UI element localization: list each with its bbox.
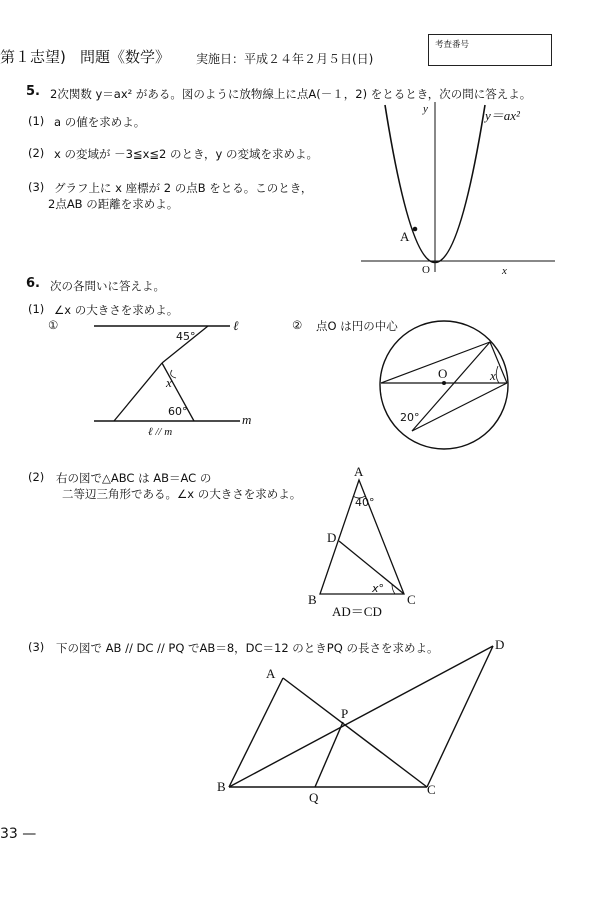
angle-60: 60° bbox=[168, 405, 188, 418]
q5-3-text-line2: 2点AB の距離を求めよ。 bbox=[48, 197, 179, 211]
point-a-label: A bbox=[266, 666, 276, 681]
vertex-a-label: A bbox=[354, 464, 364, 479]
segment-cd bbox=[427, 646, 493, 787]
parallel-caption: ℓ // m bbox=[148, 426, 173, 438]
q5-number: 5. bbox=[26, 84, 40, 99]
q6-2-triangle-fig bbox=[300, 460, 420, 618]
q6-1-sub1-mark: ① bbox=[48, 318, 59, 332]
point-p-label: P bbox=[341, 706, 349, 721]
exam-number-box[interactable] bbox=[428, 34, 552, 66]
q5-stem: 2次関数 y＝ax² がある。図のように放物線上に点A(－１，2) をとるとき，次の問に答えよ。 bbox=[50, 87, 532, 101]
q6-3-trapezoid-fig bbox=[215, 636, 515, 806]
page-number: 33 — bbox=[0, 826, 37, 842]
q5-parabola-graph bbox=[355, 100, 585, 280]
chord-3 bbox=[412, 342, 490, 431]
q6-1-text: ∠x の大きさを求めよ。 bbox=[54, 303, 179, 317]
chord-4 bbox=[412, 383, 507, 431]
page-title-prefix: 第１志望) bbox=[0, 48, 66, 66]
x-axis-label: x bbox=[502, 265, 507, 277]
angle-x-label: x° bbox=[372, 582, 385, 595]
y-axis-label: y bbox=[423, 103, 428, 115]
line-l-label: ℓ bbox=[233, 318, 239, 333]
angle-20: 20° bbox=[400, 411, 420, 424]
q6-number: 6. bbox=[26, 276, 40, 291]
point-b-label: B bbox=[217, 779, 226, 794]
point-a-label: A bbox=[400, 229, 410, 244]
vertex-b-label: B bbox=[308, 592, 317, 607]
page-title: 問題《数学》 bbox=[80, 48, 171, 66]
point-d-label: D bbox=[495, 637, 505, 652]
q6-3-text: 下の図で AB // DC // PQ でAB＝8，DC＝12 のときPQ の長さを求めよ。 bbox=[56, 641, 439, 655]
q5-2-text: x の変域が －3≦x≦2 のとき，y の変域を求めよ。 bbox=[54, 147, 318, 161]
q5-3-text: グラフ上に x 座標が 2 の点B をとる。このとき， bbox=[54, 181, 313, 195]
q5-1-text: a の値を求めよ。 bbox=[54, 115, 146, 129]
q6-2-number: (2) bbox=[28, 470, 45, 484]
ad-cd-caption: AD＝CD bbox=[332, 604, 382, 618]
segment-pq bbox=[315, 722, 343, 787]
point-q-label: Q bbox=[309, 790, 319, 805]
point-d-label: D bbox=[327, 530, 337, 545]
q6-1-fig2 bbox=[372, 318, 522, 456]
q6-1-fig1 bbox=[90, 318, 260, 440]
vertex-c-label: C bbox=[407, 592, 416, 607]
center-label: O bbox=[438, 366, 448, 381]
origin-label: O bbox=[422, 264, 430, 276]
chord-1 bbox=[381, 342, 490, 383]
point-c-label: C bbox=[427, 782, 436, 797]
q6-1-number: (1) bbox=[28, 302, 45, 316]
q5-1-number: (1) bbox=[28, 114, 45, 128]
angle-x-label: x bbox=[166, 375, 172, 390]
zigzag-left bbox=[114, 363, 162, 421]
q6-2-text-line1: 右の図で△ABC は AB＝AC の bbox=[56, 471, 212, 485]
point-a bbox=[413, 227, 418, 232]
segment-ac bbox=[283, 678, 427, 787]
q6-stem: 次の各問いに答えよ。 bbox=[50, 279, 165, 293]
q6-3-number: (3) bbox=[28, 640, 45, 654]
line-m-label: m bbox=[242, 412, 252, 427]
q6-1-sub2-text: 点O は円の中心 bbox=[316, 319, 398, 333]
segment-ab bbox=[229, 678, 283, 787]
q5-2-number: (2) bbox=[28, 146, 45, 160]
angle-x-label: x bbox=[490, 368, 496, 383]
angle-40: 40° bbox=[355, 496, 375, 509]
q6-2-text-line2: 二等辺三角形である。∠x の大きさを求めよ。 bbox=[62, 487, 302, 501]
q5-3-number: (3) bbox=[28, 180, 45, 194]
q6-1-sub2-mark: ② bbox=[292, 318, 303, 332]
exam-date: 実施日：平成２４年２月５日(日) bbox=[196, 52, 374, 66]
angle-x-arc bbox=[496, 366, 499, 383]
angle-45: 45° bbox=[176, 330, 196, 343]
exam-number-label: 考査番号 bbox=[435, 40, 470, 50]
center-point bbox=[442, 381, 446, 385]
graph-equation: y＝ax² bbox=[485, 108, 520, 123]
